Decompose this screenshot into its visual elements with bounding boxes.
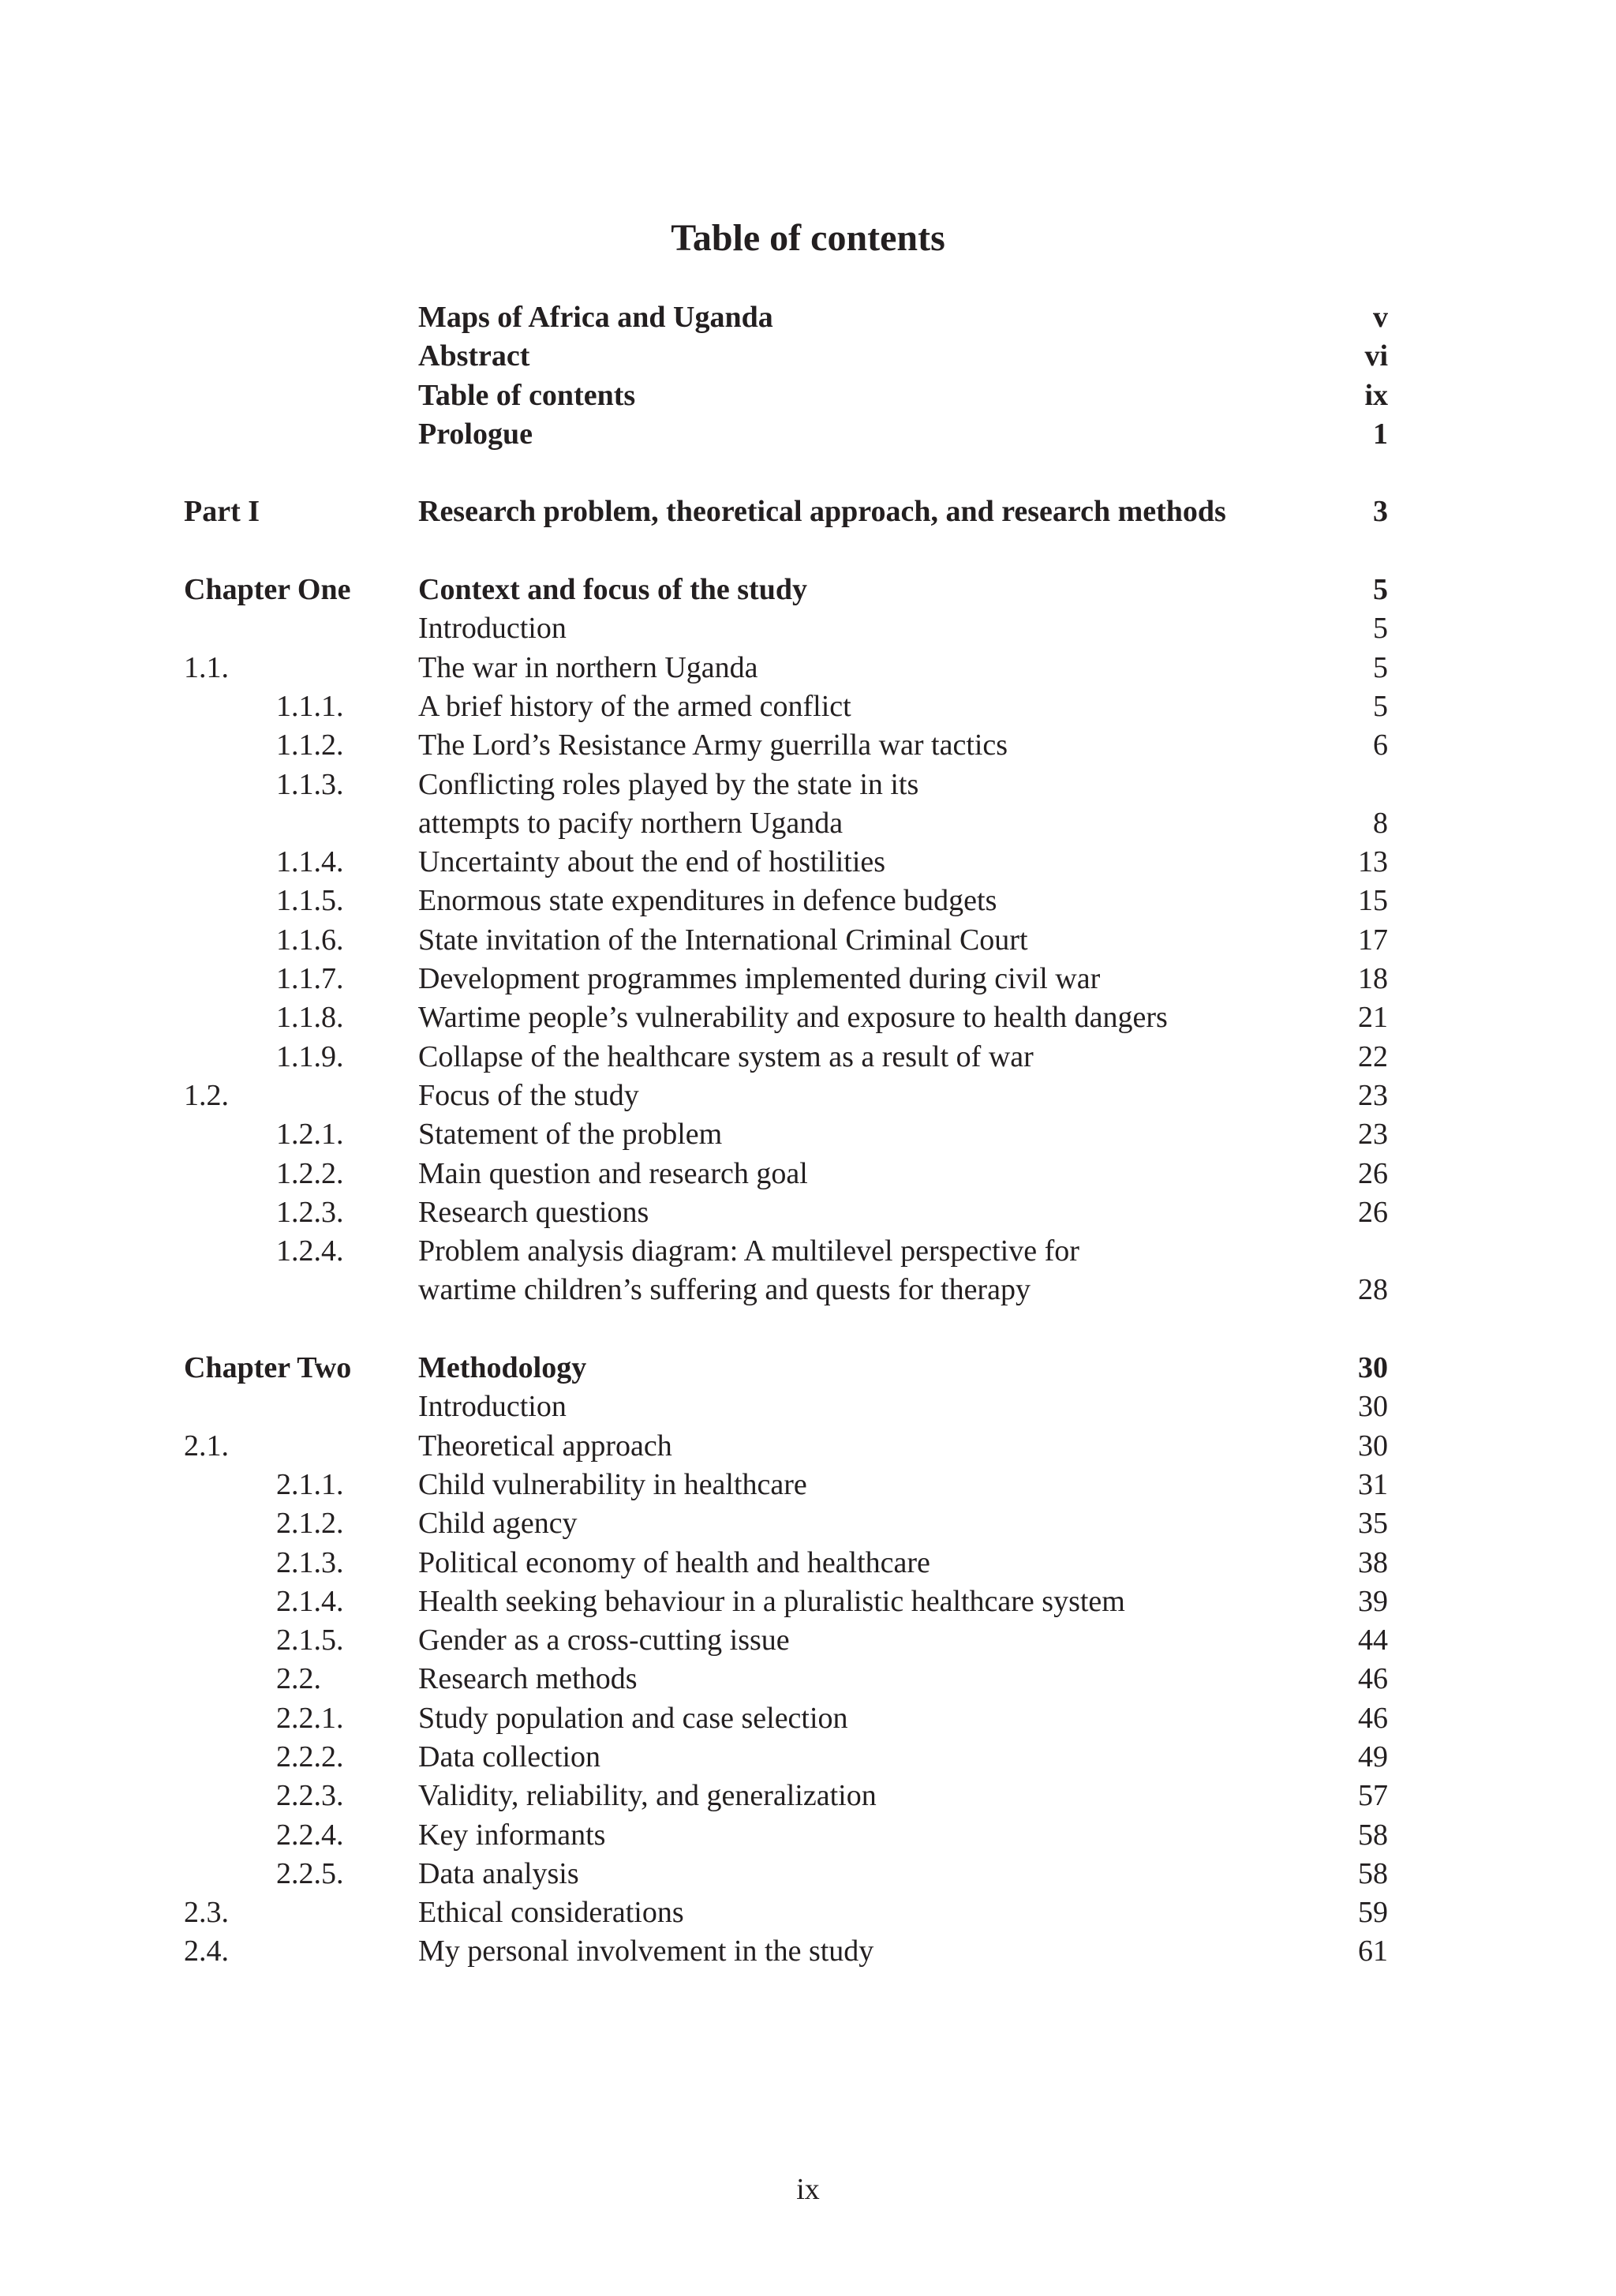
toc-entry-title: Table of contents <box>418 378 636 412</box>
toc-entry-title: Child vulnerability in healthcare <box>418 1467 807 1501</box>
toc-part-label: 1.1. <box>184 650 229 684</box>
toc-entry <box>0 1816 1616 1855</box>
toc-page-number: vi <box>1364 339 1388 373</box>
toc-entry <box>0 298 1616 337</box>
toc-entry <box>0 1893 1616 1932</box>
toc-section-number: 1.1.4. <box>276 845 344 879</box>
toc-entry <box>0 415 1616 454</box>
toc-entry <box>0 1427 1616 1466</box>
toc-page-number: 8 <box>1373 806 1388 840</box>
toc-section-number: 1.1.5. <box>276 884 344 918</box>
toc-part-label: 2.3. <box>184 1896 229 1930</box>
toc-page-number: 57 <box>1358 1779 1388 1813</box>
toc-entry <box>0 843 1616 882</box>
toc-entry <box>0 571 1616 609</box>
toc-entry-title: wartime children’s suffering and quests for therapy <box>418 1273 1031 1307</box>
toc-section-number: 1.2.1. <box>276 1118 344 1152</box>
toc-section-number: 1.1.7. <box>276 962 344 996</box>
toc-page-number: 44 <box>1358 1624 1388 1657</box>
toc-entry <box>0 337 1616 376</box>
page-title: Table of contents <box>671 217 945 259</box>
toc-page-number: 39 <box>1358 1584 1388 1618</box>
toc-page-number: 49 <box>1358 1740 1388 1774</box>
toc-entry <box>0 998 1616 1037</box>
toc-section-number: 2.1.3. <box>276 1545 344 1579</box>
toc-part-label: Chapter Two <box>184 1351 352 1385</box>
toc-page-number: 6 <box>1373 729 1388 762</box>
toc-page-number: 22 <box>1358 1039 1388 1073</box>
toc-section-number: 2.2.4. <box>276 1818 344 1852</box>
toc-entry-title: Data analysis <box>418 1856 579 1890</box>
toc-entry-title: Focus of the study <box>418 1078 639 1112</box>
toc-entry-title: Child agency <box>418 1507 578 1541</box>
toc-entry <box>0 1544 1616 1582</box>
toc-entry <box>0 1466 1616 1504</box>
toc-section-number: 2.2.3. <box>276 1779 344 1813</box>
toc-page-number: 59 <box>1358 1896 1388 1930</box>
toc-entry-title: Research questions <box>418 1195 649 1229</box>
toc-entry <box>0 882 1616 920</box>
toc-section-number: 2.1.2. <box>276 1507 344 1541</box>
toc-section-number: 1.1.3. <box>276 767 344 801</box>
toc-entry <box>0 609 1616 648</box>
toc-section-number: 2.2.5. <box>276 1856 344 1890</box>
toc-section-number: 2.1.4. <box>276 1584 344 1618</box>
toc-entry-title: Wartime people’s vulnerability and exposure to health dangers <box>418 1001 1168 1035</box>
toc-entry <box>0 726 1616 765</box>
toc-page-number: 5 <box>1373 573 1388 607</box>
toc-page-number: 31 <box>1358 1467 1388 1501</box>
toc-entry-title: The Lord’s Resistance Army guerrilla war tactics <box>418 729 1008 762</box>
toc-entry-title: Gender as a cross-cutting issue <box>418 1624 790 1657</box>
toc-entry <box>0 1777 1616 1815</box>
toc-entry <box>0 1582 1616 1621</box>
toc-entry-title: Main question and research goal <box>418 1156 808 1190</box>
toc-entry <box>0 1193 1616 1232</box>
toc-part-label: 2.4. <box>184 1935 229 1968</box>
toc-entry-title: Prologue <box>418 417 533 451</box>
table-of-contents <box>0 298 1616 1972</box>
toc-section-number: 1.1.1. <box>276 689 344 723</box>
toc-entry-title: Data collection <box>418 1740 601 1774</box>
toc-entry-title: Enormous state expenditures in defence budgets <box>418 884 997 918</box>
toc-section-number: 1.2.4. <box>276 1234 344 1268</box>
toc-entry-title: Context and focus of the study <box>418 573 807 607</box>
toc-entry-title: Collapse of the healthcare system as a result of war <box>418 1039 1034 1073</box>
toc-page-number: 5 <box>1373 650 1388 684</box>
toc-entry-title: State invitation of the International Criminal Court <box>418 923 1028 957</box>
toc-entry <box>0 1115 1616 1154</box>
toc-section-number: 1.2.2. <box>276 1156 344 1190</box>
toc-page-number: 28 <box>1358 1273 1388 1307</box>
toc-entry <box>0 493 1616 531</box>
toc-entry-title: Introduction <box>418 612 567 646</box>
toc-entry <box>0 1232 1616 1271</box>
toc-page-number: 3 <box>1373 495 1388 529</box>
toc-entry <box>0 804 1616 843</box>
toc-page-number: 21 <box>1358 1001 1388 1035</box>
toc-entry <box>0 687 1616 726</box>
toc-entry <box>0 766 1616 804</box>
page-number: ix <box>796 2173 820 2206</box>
toc-entry-title: My personal involvement in the study <box>418 1935 874 1968</box>
toc-entry-title: Research methods <box>418 1662 638 1696</box>
toc-entry-title: Theoretical approach <box>418 1429 672 1463</box>
toc-entry-title: Abstract <box>418 339 530 373</box>
toc-entry <box>0 1349 1616 1388</box>
toc-entry <box>0 376 1616 415</box>
toc-entry <box>0 1738 1616 1777</box>
toc-entry-title: A brief history of the armed conflict <box>418 689 851 723</box>
toc-entry <box>0 1388 1616 1426</box>
toc-entry-title: Introduction <box>418 1390 567 1424</box>
toc-page-number: 58 <box>1358 1818 1388 1852</box>
toc-part-label: Part I <box>184 495 260 529</box>
toc-page-number: ix <box>1364 378 1388 412</box>
toc-page-number: 23 <box>1358 1118 1388 1152</box>
toc-page-number: 30 <box>1358 1429 1388 1463</box>
toc-entry-title: Research problem, theoretical approach, and research methods <box>418 495 1226 529</box>
toc-section-number: 1.1.2. <box>276 729 344 762</box>
toc-section-number: 2.2.2. <box>276 1740 344 1774</box>
toc-entry-title: Study population and case selection <box>418 1701 848 1735</box>
toc-entry <box>0 960 1616 998</box>
toc-page-number: 5 <box>1373 612 1388 646</box>
toc-entry-title: Problem analysis diagram: A multilevel perspective for <box>418 1234 1079 1268</box>
toc-page-number: v <box>1373 301 1388 334</box>
toc-entry-title: Health seeking behaviour in a pluralistic healthcare system <box>418 1584 1125 1618</box>
toc-entry <box>0 1155 1616 1193</box>
toc-part-label: 1.2. <box>184 1078 229 1112</box>
toc-page-number: 13 <box>1358 845 1388 879</box>
toc-section-number: 2.1.5. <box>276 1624 344 1657</box>
toc-page-number: 30 <box>1358 1351 1388 1385</box>
toc-page-number: 15 <box>1358 884 1388 918</box>
toc-section-number: 1.1.9. <box>276 1039 344 1073</box>
toc-entry-title: Key informants <box>418 1818 606 1852</box>
toc-section-number: 1.2.3. <box>276 1195 344 1229</box>
toc-page-number: 46 <box>1358 1701 1388 1735</box>
toc-entry <box>0 1699 1616 1738</box>
toc-page-number: 26 <box>1358 1195 1388 1229</box>
toc-entry <box>0 1504 1616 1543</box>
toc-page-number: 5 <box>1373 689 1388 723</box>
toc-section-number: 2.2. <box>276 1662 321 1696</box>
toc-entry <box>0 1271 1616 1309</box>
toc-page-number: 46 <box>1358 1662 1388 1696</box>
toc-page-number: 61 <box>1358 1935 1388 1968</box>
toc-page-number: 18 <box>1358 962 1388 996</box>
toc-entry <box>0 1621 1616 1660</box>
toc-page-number: 17 <box>1358 923 1388 957</box>
toc-entry <box>0 649 1616 687</box>
toc-entry <box>0 921 1616 960</box>
toc-page-number: 26 <box>1358 1156 1388 1190</box>
toc-entry <box>0 1038 1616 1077</box>
toc-entry <box>0 1660 1616 1699</box>
toc-page-number: 23 <box>1358 1078 1388 1112</box>
toc-entry-title: Ethical considerations <box>418 1896 684 1930</box>
toc-section-number: 2.2.1. <box>276 1701 344 1735</box>
toc-entry <box>0 1855 1616 1893</box>
toc-entry-title: Methodology <box>418 1351 587 1385</box>
toc-page-number: 1 <box>1373 417 1388 451</box>
toc-entry-title: Maps of Africa and Uganda <box>418 301 773 334</box>
toc-page-number: 38 <box>1358 1545 1388 1579</box>
toc-entry-title: attempts to pacify northern Uganda <box>418 806 844 840</box>
toc-section-number: 1.1.6. <box>276 923 344 957</box>
toc-entry-title: Statement of the problem <box>418 1118 723 1152</box>
toc-entry-title: The war in northern Uganda <box>418 650 758 684</box>
toc-page-number: 35 <box>1358 1507 1388 1541</box>
toc-part-label: 2.1. <box>184 1429 229 1463</box>
toc-section-number: 2.1.1. <box>276 1467 344 1501</box>
toc-part-label: Chapter One <box>184 573 351 607</box>
toc-entry <box>0 1077 1616 1115</box>
toc-entry-title: Development programmes implemented during civil war <box>418 962 1101 996</box>
toc-entry-title: Political economy of health and healthcare <box>418 1545 930 1579</box>
toc-entry-title: Conflicting roles played by the state in its <box>418 767 919 801</box>
toc-entry-title: Uncertainty about the end of hostilities <box>418 845 886 879</box>
toc-entry-title: Validity, reliability, and generalization <box>418 1779 877 1813</box>
toc-section-number: 1.1.8. <box>276 1001 344 1035</box>
toc-entry <box>0 1932 1616 1971</box>
toc-page-number: 30 <box>1358 1390 1388 1424</box>
toc-page-number: 58 <box>1358 1856 1388 1890</box>
